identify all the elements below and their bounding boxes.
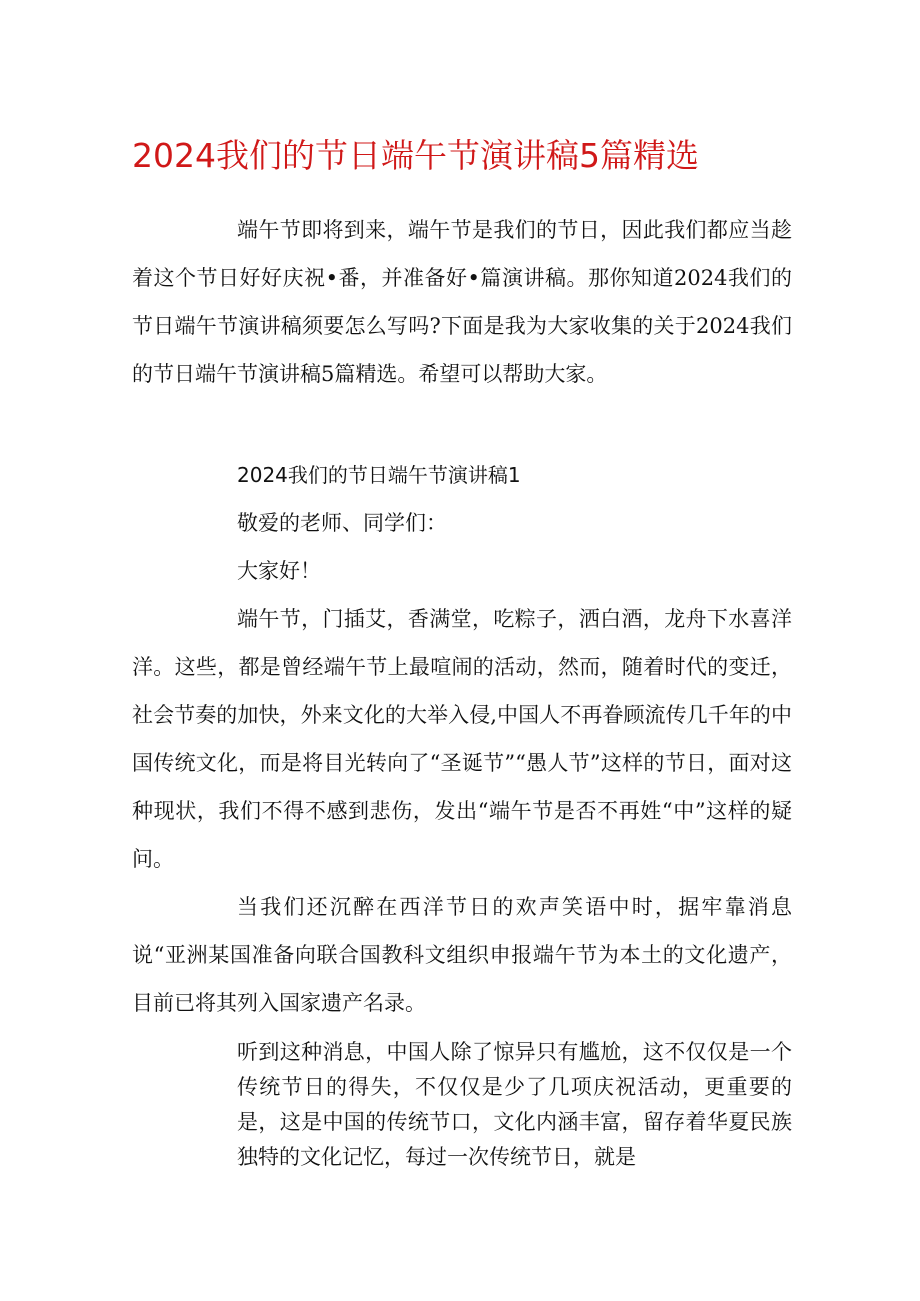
body-paragraph-1: 端午节，门插艾，香满堂，吃粽子，洒白酒，龙舟下水喜洋洋。这些，都是曾经端午节上最喧闹的活动，然而，随着时代的变迁，社会节奏的加快，外来文化的大举入侵,中国人不再眷顾流传几千年的中国传统文化，而是将目光转向了“圣诞节”“愚人节”这样的节日，面对这种现状，我们不得不感到悲伤，发出“端午节是否不再姓“中”这样的疑问。 [132,607,792,871]
body-paragraph-2: 当我们还沉醉在西洋节日的欢声笑语中时，据牢靠消息说“亚洲某国准备向联合国教科文组织申报端午节为本土的文化遗产，目前已将其列入国家遗产名录。 [132,895,792,1015]
intro-paragraph: 端午节即将到来，端午节是我们的节日，因此我们都应当趁着这个节日好好庆祝•番，并准备好•篇演讲稿。那你知道2024我们的节日端午节演讲稿须要怎么写吗?下面是我为大家收集的关于2024我们的节日端午节演讲稿5篇精选。希望可以帮助大家。 [132,218,792,386]
speech-heading: 2024我们的节日端午节演讲稿1 [237,463,521,487]
greeting: 大家好！ [237,559,321,583]
body-paragraph-3: 听到这种消息，中国人除了惊异只有尴尬，这不仅仅是一个传统节日的得失，不仅仅是少了几项庆祝活动，更重要的是，这是中国的传统节口，文化内涵丰富，留存着华夏民族独特的文化记忆，每过一次传统节日，就是 [237,1040,792,1169]
salutation: 敬爱的老师、同学们： [237,511,447,535]
document-title: 2024我们的节日端午节演讲稿5篇精选 [132,136,699,175]
